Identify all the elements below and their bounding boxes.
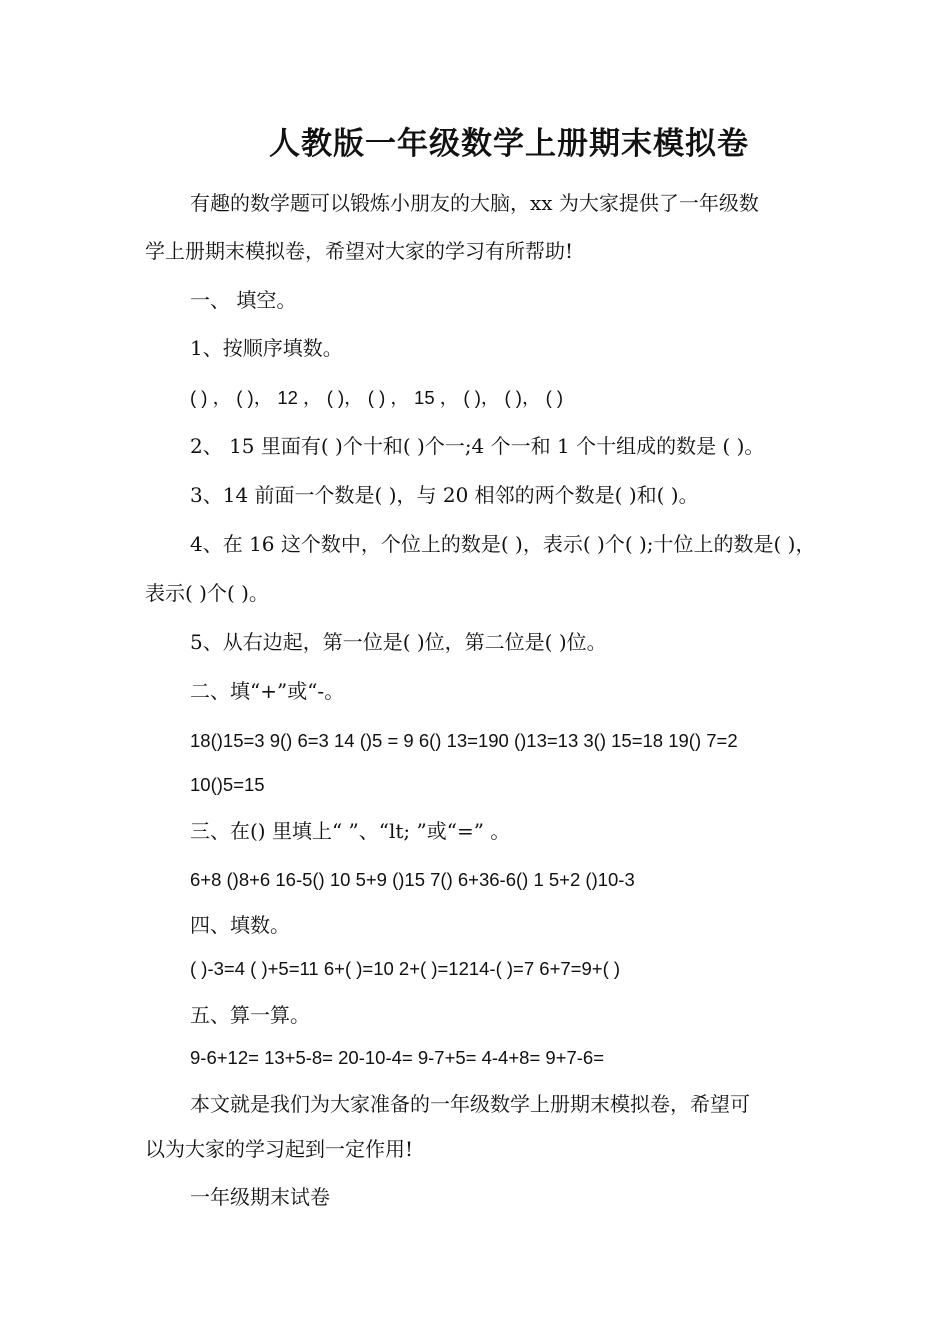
section-2-heading: 二、填“+”或“-。 — [190, 679, 345, 703]
section-1-heading: 一、 填空。 — [190, 288, 297, 312]
section-5-line-1: 9-6+12= 13+5-8= 20-10-4= 9-7+5= 4-4+8= 9+7-6= — [190, 1047, 605, 1068]
question-1-1-blanks: ( ) ， ( )， 12 ， ( )， ( ) ， 15 ， ( )， ( )， ( ) — [190, 387, 564, 408]
outro-line-1: 本文就是我们为大家准备的一年级数学上册期末模拟卷，希望可 — [190, 1092, 750, 1116]
section-2-line-1: 18()15=3 9() 6=3 14 ()5 = 9 6() 13=190 ()13=13 3() 15=18 19() 7=2 — [190, 730, 738, 751]
question-1-4-line-1: 4、在 16 这个数中，个位上的数是( )，表示( )个( );十位上的数是( )， — [190, 532, 816, 556]
section-5-heading: 五、算一算。 — [190, 1003, 310, 1027]
footer-link[interactable]: 一年级期末试卷 — [190, 1185, 330, 1209]
section-4-line-1: ( )-3=4 ( )+5=11 6+( )=10 2+( )=1214-( )=7 6+7=9+( ) — [190, 958, 621, 979]
section-3-line-1: 6+8 ()8+6 16-5() 10 5+9 ()15 7() 6+36-6() 1 5+2 ()10-3 — [190, 869, 635, 890]
question-1-2: 2、 15 里面有( )个十和( )个一;4 个一和 1 个十组成的数是 ( )。 — [190, 434, 765, 458]
question-1-5: 5、从右边起，第一位是( )位，第二位是( )位。 — [190, 630, 607, 654]
section-2-line-2: 10()5=15 — [190, 774, 265, 795]
intro-line-2: 学上册期末模拟卷，希望对大家的学习有所帮助! — [145, 239, 574, 263]
question-1-4-line-2: 表示( )个( )。 — [145, 581, 269, 605]
section-3-heading: 三、在() 里填上“ ”、“lt; ”或“=” 。 — [190, 819, 511, 843]
question-1-1: 1、按顺序填数。 — [190, 336, 343, 360]
document-title: 人教版一年级数学上册期末模拟卷 — [269, 126, 749, 162]
section-4-heading: 四、填数。 — [190, 913, 290, 937]
question-1-3: 3、14 前面一个数是( )，与 20 相邻的两个数是( )和( )。 — [190, 483, 699, 507]
intro-line-1: 有趣的数学题可以锻炼小朋友的大脑，xx 为大家提供了一年级数 — [190, 191, 759, 215]
outro-line-2: 以为大家的学习起到一定作用! — [145, 1137, 414, 1161]
